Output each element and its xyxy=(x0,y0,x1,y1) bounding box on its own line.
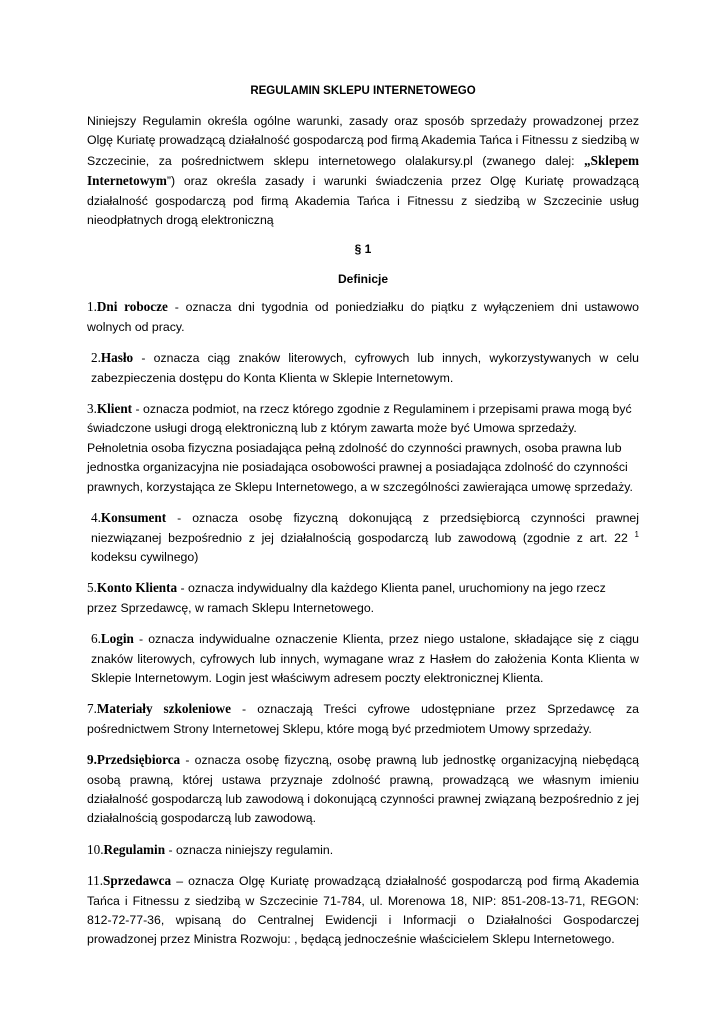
definition-item xyxy=(87,750,639,829)
definition-item xyxy=(87,840,639,860)
definition-term: Materiały szkoleniowe xyxy=(96,701,231,717)
definition-number: 5. xyxy=(87,580,97,596)
definition-text: - oznacza osobę fizyczną, osobę prawną lub jednostkę organizacyjną niebędącą osobą prawną, której ustawa przyznaje zdolność prawną, prowadzącą we własnym imieniu działalność gospodarczą lub zawodową i dokonującą czynności prawnej związaną bezpośrednio z jej działalnością gospodarczą lub zawodową. xyxy=(87,753,639,826)
section-heading: Definicje xyxy=(337,272,388,287)
definition-number: 11. xyxy=(87,873,103,889)
definition-number: 10. xyxy=(87,841,104,857)
definition-item xyxy=(87,508,639,567)
definition-item xyxy=(87,348,639,388)
definition-term: Hasło xyxy=(100,350,134,366)
definition-number: 4. xyxy=(91,510,101,526)
intro-bold-term: „Sklepem Internetowym xyxy=(87,152,639,189)
definition-number: 3. xyxy=(87,401,97,417)
intro-paragraph xyxy=(87,112,639,230)
definition-number: 1. xyxy=(87,299,97,315)
definition-text: - oznacza indywidualne oznaczenie Klienta, przez niego ustalone, składające się z ciągu znaków literowych, cyfrowych lub innych, wymagane wraz z Hasłem do założenia Konta Klienta w Sklepie Internetowym. Login jest właściwym adresem poczty elektronicznej Klienta. xyxy=(91,632,639,685)
definition-text: - oznacza niniejszy regulamin. xyxy=(165,842,334,857)
intro-text-after: ”) oraz określa zasady i warunki świadczenia przez Olgę Kuriatę prowadzącą działalność gospodarczą pod firmą Akademia Tańca i Fitnessu z siedzibą w Szczecinie usług nieodpłatnych drogą elektroniczną xyxy=(87,174,639,228)
definition-text-tail: kodeksu cywilnego) xyxy=(91,549,199,564)
definition-item xyxy=(87,871,639,950)
definition-item xyxy=(87,399,639,497)
definition-text: - oznacza osobę fizyczną dokonującą z przedsiębiorcą czynności prawnej niezwiązanej bezpośrednio z jej działalnością gospodarczą lub zawodową (zgodnie z art. 22 xyxy=(91,511,639,545)
definition-superscript: 1 xyxy=(634,529,639,539)
document-title: REGULAMIN SKLEPU INTERNETOWEGO xyxy=(250,85,476,97)
definition-item xyxy=(87,297,639,337)
definition-item xyxy=(87,699,639,739)
definition-term: Regulamin xyxy=(103,841,166,857)
definition-text: – oznacza Olgę Kuriatę prowadzącą działalność gospodarczą pod firmą Akademia Tańca i Fitnessu z siedzibą w Szczecinie 71-784, ul. Morenowa 18, NIP: 851-208-13-71, REGON: 812-72-77-36, wpisaną do Centralnej Ewidencji i Informacji o Działalności Gospodarczej prowadzonej przez Ministra Rozwoju: , będącą jednocześnie właścicielem Sklepu Internetowego. xyxy=(87,874,639,947)
definition-text: - oznacza dni tygodnia od poniedziałku do piątku z wyłączeniem dni ustawowo wolnych od pracy. xyxy=(87,300,639,334)
definition-term: Konsument xyxy=(100,510,167,526)
definition-text: - oznacza indywidualny dla każdego Klienta panel, uruchomiony na jego rzecz przez Sprzedawcę, w ramach Sklepu Internetowego. xyxy=(87,581,606,615)
definition-number: 9. xyxy=(87,752,97,768)
intro-text-before: Niniejszy Regulamin określa ogólne warunki, zasady oraz sposób sprzedaży prowadzonej przez Olgę Kuriatę prowadzącą działalność gospodarczą pod firmą Akademia Tańca i Fitnessu z siedzibą w Szczecinie, za pośrednictwem sklepu internetowego olalakursy.pl (zwanego dalej: xyxy=(87,114,639,168)
definition-term: Klient xyxy=(96,401,133,417)
section-number: § 1 xyxy=(354,242,372,257)
definition-text: - oznacza ciąg znaków literowych, cyfrowych lub innych, wykorzystywanych w celu zabezpieczenia dostępu do Konta Klienta w Sklepie Internetowym. xyxy=(91,351,639,385)
definition-term: Sprzedawca xyxy=(103,873,172,889)
definition-item xyxy=(87,629,639,688)
definition-term: Przedsiębiorca xyxy=(96,752,181,768)
definition-number: 7. xyxy=(87,701,97,717)
definition-number: 2. xyxy=(91,350,101,366)
definition-text: - oznaczają Treści cyfrowe udostępniane przez Sprzedawcę za pośrednictwem Strony Internetowej Sklepu, które mogą być przedmiotem Umowy sprzedaży. xyxy=(87,702,639,736)
definition-item xyxy=(87,578,639,618)
document-page xyxy=(87,84,639,961)
definition-term: Login xyxy=(100,631,134,647)
definition-term: Konto Klienta xyxy=(96,580,178,596)
definition-term: Dni robocze xyxy=(96,299,168,315)
definition-number: 6. xyxy=(91,631,101,647)
definition-text: - oznacza podmiot, na rzecz którego zgodnie z Regulaminem i przepisami prawa mogą być świadczone usługi drogą elektroniczną lub z którym zawarta może być Umowa sprzedaży. Pełnoletnia osoba fizyczna posiadająca pełną zdolność do czynności prawnych, osoba prawna lub jednostka organizacyjna nie posiadająca osobowości prawnej a posiadająca zdolność do czynności prawnych, korzystająca ze Sklepu Internetowego, a w szczególności zawierająca umowę sprzedaży. xyxy=(87,402,633,494)
